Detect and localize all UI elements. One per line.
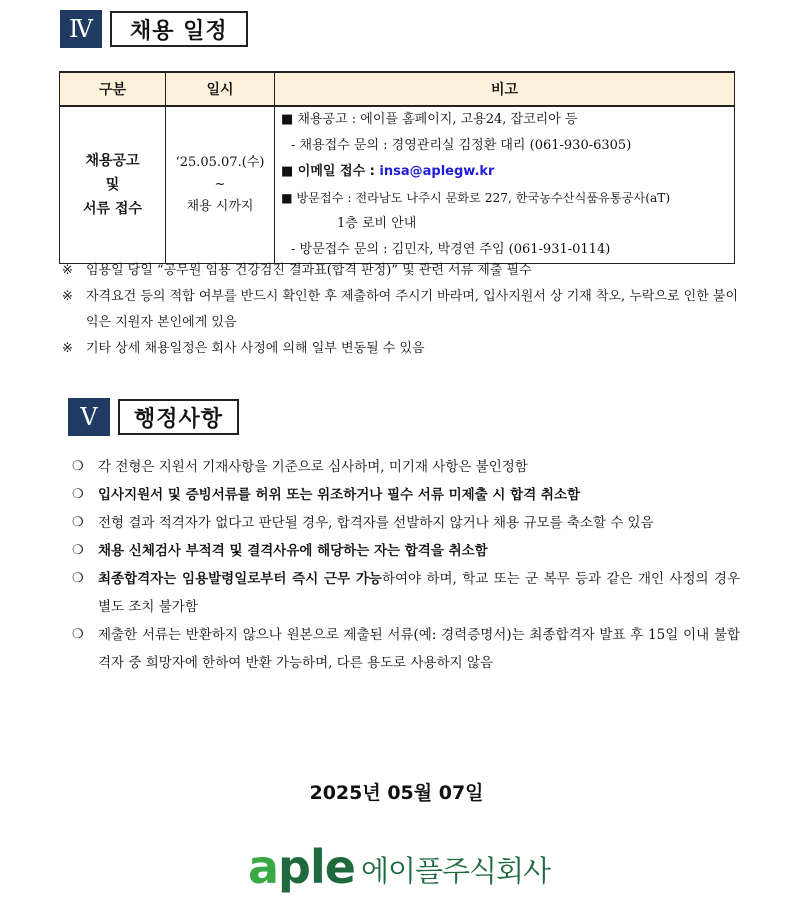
- admin-item-bold: 최종합격자는 임용발령일로부터 즉시 근무 가능: [98, 571, 382, 587]
- reference-mark-icon: ※: [62, 289, 73, 304]
- list-item: [72, 537, 740, 565]
- footnote: [62, 336, 742, 362]
- logo-letters: ple: [278, 840, 355, 894]
- section-4-number: Ⅳ: [60, 10, 102, 48]
- circle-bullet-icon: ❍: [72, 487, 84, 502]
- footnotes: [62, 258, 742, 362]
- circle-bullet-icon: ❍: [72, 571, 84, 586]
- logo-letter-a: a: [248, 840, 279, 894]
- admin-item-rest: 하여야 하며, 학교 또는 군 복무 등과 같은 개인 사정의 경우 별도 조치 불가함: [98, 571, 740, 615]
- list-item: [72, 621, 740, 677]
- section-4-header: [60, 10, 248, 48]
- company-logo: [248, 842, 550, 892]
- gubun-line: 서류 접수: [83, 201, 142, 217]
- reference-mark-icon: ※: [62, 263, 73, 278]
- header-date: 일시: [166, 72, 275, 106]
- section-4-title: 채용 일정: [110, 11, 248, 47]
- email-line: [281, 159, 734, 185]
- circle-bullet-icon: ❍: [72, 543, 84, 558]
- admin-item-text: 제출한 서류는 반환하지 않으나 원본으로 제출된 서류(예: 경력증명서)는 최종합격자 발표 후 15일 이내 불합격자 중 희망자에 한하여 반환 가능하며, 다른 용도로 사용하지 않음: [98, 627, 740, 671]
- list-item: [72, 481, 740, 509]
- admin-item-text: 채용 신체검사 부적격 및 결격사유에 해당하는 자는 합격을 취소함: [98, 543, 488, 559]
- admin-item-text: 각 전형은 지원서 기재사항을 기준으로 심사하며, 미기재 사항은 불인정함: [98, 459, 528, 475]
- list-item: [72, 565, 740, 621]
- note-line: ■ 채용공고 : 에이플 홈페이지, 고용24, 잡코리아 등: [281, 112, 578, 127]
- admin-list: [72, 453, 740, 677]
- section-5-header: [68, 398, 239, 436]
- section-5-title: 행정사항: [118, 399, 239, 435]
- circle-bullet-icon: ❍: [72, 627, 84, 642]
- note-line: 1층 로비 안내: [337, 216, 417, 231]
- reference-mark-icon: ※: [62, 341, 73, 356]
- email-label: ■ 이메일 접수 :: [281, 164, 380, 179]
- schedule-table: [59, 71, 735, 264]
- note-line: ■ 방문접수 : 전라남도 나주시 문화로 227, 한국농수산식품유통공사(aT): [281, 191, 671, 205]
- section-5-number: Ⅴ: [68, 398, 110, 436]
- footnote-text: 임용일 당일 “공무원 임용 건강검진 결과표(합격 판정)” 및 관련 서류 제출 필수: [86, 263, 532, 278]
- admin-item-text: 입사지원서 및 증빙서류를 허위 또는 위조하거나 필수 서류 미제출 시 합격 취소함: [98, 487, 581, 503]
- date-cell: [166, 106, 275, 264]
- email-link[interactable]: insa@aplegw.kr: [379, 164, 495, 179]
- note-cell: [275, 106, 735, 264]
- date-line: ‘25.05.07.(수): [175, 155, 265, 170]
- list-item: [72, 453, 740, 481]
- logo-wordmark: [248, 842, 355, 892]
- gubun-line: 및: [105, 177, 120, 193]
- footnote-text: 자격요건 등의 적합 여부를 반드시 확인한 후 제출하여 주시기 바라며, 입사지원서 상 기재 착오, 누락으로 인한 불이익은 지원자 본인에게 있음: [86, 289, 739, 330]
- table-header-row: [60, 72, 735, 106]
- footnote-text: 기타 상세 채용일정은 회사 사정에 의해 일부 변동될 수 있음: [86, 341, 425, 356]
- date-line: 채용 시까지: [186, 199, 254, 214]
- gubun-line: 채용공고: [85, 153, 140, 169]
- circle-bullet-icon: ❍: [72, 515, 84, 530]
- gubun-cell: [60, 106, 166, 264]
- note-line: - 채용접수 문의 : 경영관리실 김정환 대리 (061-930-6305): [291, 138, 632, 153]
- header-note: 비고: [275, 72, 735, 106]
- header-gubun: 구분: [60, 72, 166, 106]
- footnote: [62, 258, 742, 284]
- circle-bullet-icon: ❍: [72, 459, 84, 474]
- admin-item-text: [98, 565, 740, 621]
- logo-company-name: 에이플주식회사: [360, 854, 551, 888]
- footnote: [62, 284, 742, 336]
- date-line: ~: [214, 177, 226, 192]
- note-line: - 방문접수 문의 : 김민자, 박경연 주임 (061-931-0114): [291, 242, 611, 257]
- admin-item-text: 전형 결과 적격자가 없다고 판단될 경우, 합격자를 선발하지 않거나 채용 규모를 축소할 수 있음: [98, 515, 654, 531]
- list-item: [72, 509, 740, 537]
- document-date: 2025년 05월 07일: [309, 782, 484, 804]
- table-row: [60, 106, 735, 264]
